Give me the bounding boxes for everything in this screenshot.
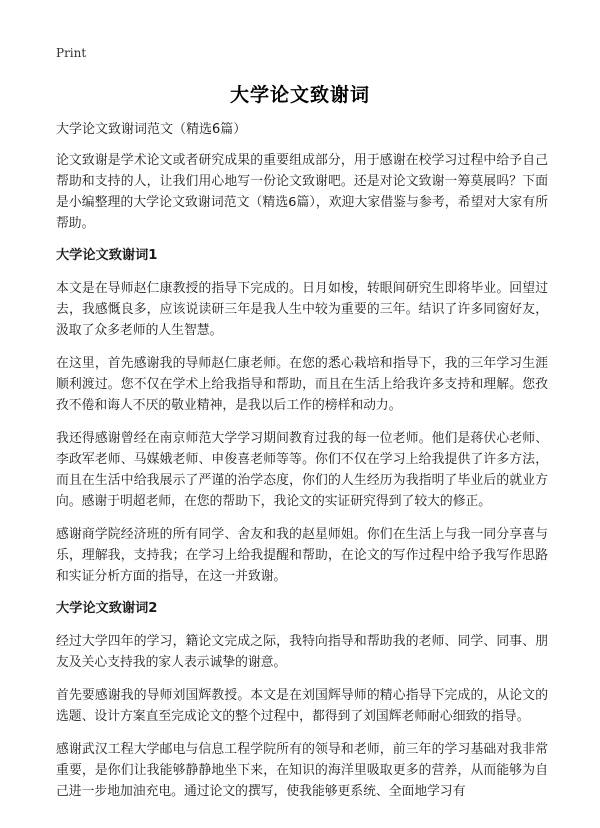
document-subtitle: 大学论文致谢词范文（精选6篇）: [56, 122, 247, 137]
section-2-paragraph-2: 首先要感谢我的导师刘国辉教授。本文是在刘国辉导师的精心指导下完成的，从论文的选题、设计方案直至完成论文的整个过程中，都得到了刘国辉老师耐心细致的指导。: [56, 688, 548, 724]
document-body: [56, 120, 548, 814]
section-1-paragraph-4: 感谢商学院经济班的所有同学、舍友和我的赵星师姐。你们在生活上与我一同分享喜与乐，理解我，支持我；在学习上给我提醒和帮助，在论文的写作过程中给予我写作思路和实证分析方面的指导，在这一并致谢。: [56, 527, 548, 584]
section-1-paragraph-2: 在这里，首先感谢我的导师赵仁康老师。在您的悉心栽培和指导下，我的三年学习生涯顺利渡过。您不仅在学术上给我指导和帮助，而且在生活上给我许多支持和理解。您孜孜不倦和诲人不厌的敬业精神，是我以后工作的榜样和动力。: [56, 356, 548, 413]
print-label[interactable]: Print: [56, 46, 87, 60]
intro-paragraph: 论文致谢是学术论文或者研究成果的重要组成部分，用于感谢在校学习过程中给予自己帮助和支持的人，让我们用心地写一份论文致谢吧。还是对论文致谢一筹莫展吗？下面是小编整理的大学论文致谢词范文（精选6篇），欢迎大家借鉴与参考，希望对大家有所帮助。: [56, 153, 548, 231]
section-heading-1: 大学论文致谢词1: [56, 248, 158, 263]
section-2-paragraph-3: 感谢武汉工程大学邮电与信息工程学院所有的领导和老师，前三年的学习基础对我非常重要，是你们让我能够静静地坐下来，在知识的海洋里吸取更多的营养，从而能够为自己进一步地加油充电。通过论文的撰写，使我能够更系统、全面地学习有: [56, 742, 548, 799]
section-1-paragraph-1: 本文是在导师赵仁康教授的指导下完成的。日月如梭，转眼间研究生即将毕业。回望过去，我感慨良多，应该说读研三年是我人生中较为重要的三年。结识了许多同窗好友，汲取了众多老师的人生智慧。: [56, 281, 548, 338]
section-2-paragraph-1: 经过大学四年的学习，籍论文完成之际，我特向指导和帮助我的老师、同学、同事、朋友及关心支持我的家人表示诚挚的谢意。: [56, 634, 548, 670]
section-heading-2: 大学论文致谢词2: [56, 601, 158, 616]
section-1-paragraph-3: 我还得感谢曾经在南京师范大学学习期间教育过我的每一位老师。他们是蒋伏心老师、李政军老师、马媒娥老师、申俊喜老师等等。你们不仅在学习上给我提供了许多方法，而且在生活中给我展示了严谨的治学态度，你们的人生经历为我指明了毕业后的就业方向。感谢于明超老师，在您的帮助下，我论文的实证研究得到了较大的修正。: [56, 431, 548, 509]
document-title: 大学论文致谢词: [229, 84, 370, 106]
